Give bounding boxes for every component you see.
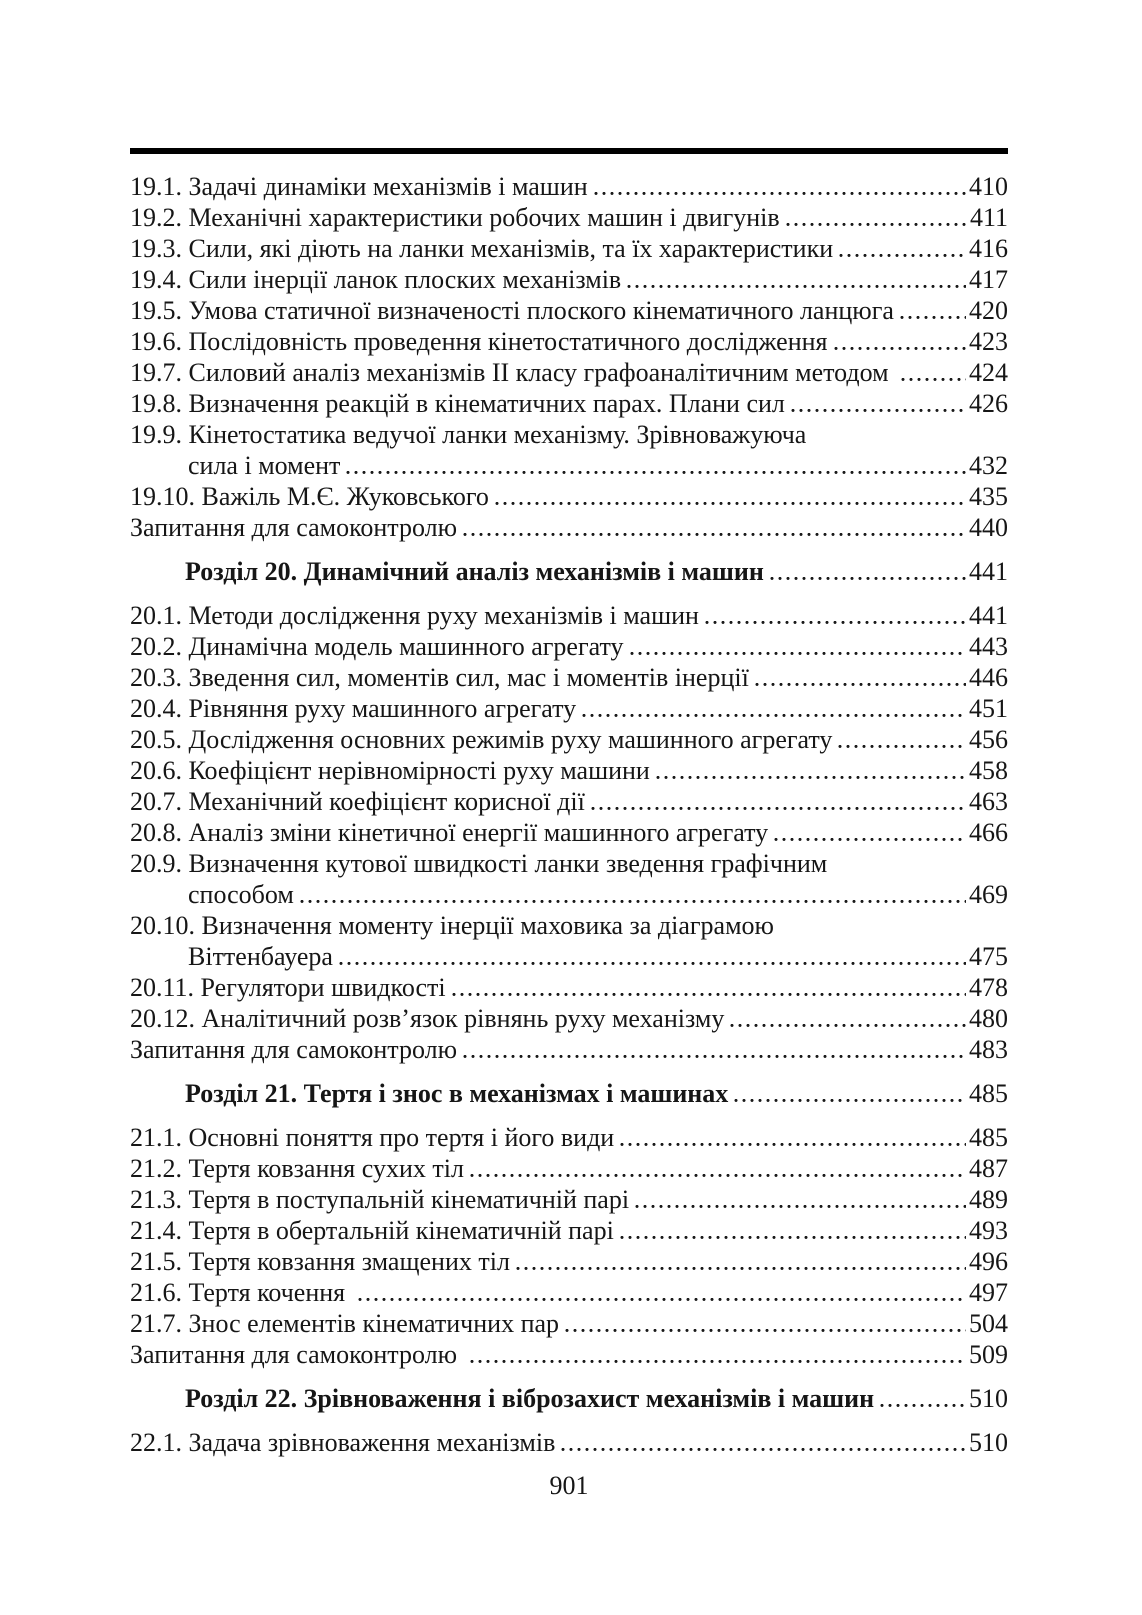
toc-page-number: 441 [969, 601, 1008, 630]
toc-entry-line [130, 848, 1008, 879]
leader-dots [774, 838, 966, 841]
leader-dots [463, 1055, 966, 1058]
leader-dots [591, 807, 966, 810]
toc-entry [130, 512, 1008, 543]
leader-dots [838, 745, 966, 748]
toc-page-number: 489 [969, 1185, 1008, 1214]
toc-entry [130, 1122, 1008, 1153]
toc-entry-text: 21.5. Тертя ковзання змащених тіл [130, 1247, 510, 1276]
toc-entry-line [130, 512, 1008, 543]
leader-dots [300, 900, 966, 903]
toc-entry-line [130, 233, 1008, 264]
toc-page-number: 497 [969, 1278, 1008, 1307]
leader-dots [594, 192, 966, 195]
toc-entry-text: 20.9. Визначення кутової швидкості ланки зведення графічним [130, 849, 828, 878]
toc-entry-text: 20.8. Аналіз зміни кінетичної енергії машинного агрегату [130, 818, 769, 847]
leader-dots [900, 316, 966, 319]
header-rule [130, 148, 1008, 154]
toc-page-number: 417 [969, 265, 1008, 294]
toc-entry-line [130, 1003, 1008, 1034]
toc-page-number: 469 [969, 880, 1008, 909]
toc-entry-text: Розділ 21. Тертя і знос в механізмах і машинах [185, 1079, 729, 1108]
toc-entry-line [130, 202, 1008, 233]
toc-entry [130, 326, 1008, 357]
toc-entry-line [130, 450, 1008, 481]
leader-dots [630, 652, 966, 655]
toc-entry-line [130, 662, 1008, 693]
toc-entry-text: 19.1. Задачі динаміки механізмів і машин [130, 172, 588, 201]
toc-page-number: 483 [969, 1035, 1008, 1064]
toc-entry [130, 357, 1008, 388]
toc-entry [130, 295, 1008, 326]
toc-entry-text: 20.5. Дослідження основних режимів руху машинного агрегату [130, 725, 833, 754]
leader-dots [730, 1024, 966, 1027]
toc-entry [130, 848, 1008, 910]
toc-entry-line [130, 171, 1008, 202]
toc-entry-text: 19.7. Силовий аналіз механізмів ІІ класу графоаналітичним методом [130, 358, 896, 387]
leader-dots [346, 471, 966, 474]
toc-page-number: 416 [969, 234, 1008, 263]
toc-entry-text: 20.3. Зведення сил, моментів сил, мас і моментів інерції [130, 663, 749, 692]
toc-entry-text: 19.10. Важіль М.Є. Жуковського [130, 482, 489, 511]
toc-page-number: 485 [969, 1079, 1008, 1108]
toc-entry-line [130, 388, 1008, 419]
toc-entry-line [130, 556, 1008, 587]
leader-dots [452, 993, 966, 996]
toc-page-number: 443 [969, 632, 1008, 661]
toc-entry-text: Запитання для самоконтролю [130, 1035, 458, 1064]
toc-entry-text: 21.2. Тертя ковзання сухих тіл [130, 1154, 464, 1183]
toc-page-number: 440 [969, 513, 1008, 542]
toc-page-number: 504 [969, 1309, 1008, 1338]
leader-dots [627, 285, 966, 288]
toc-entry [130, 419, 1008, 481]
toc-entry-text: Розділ 22. Зрівноваження і віброзахист механізмів і машин [185, 1384, 875, 1413]
toc-entry [130, 600, 1008, 631]
toc-page-number: 411 [969, 203, 1008, 232]
toc-entry-text: 19.9. Кінетостатика ведучої ланки механізму. Зрівноважуюча [130, 420, 807, 449]
toc-entry-text: 20.12. Аналітичний розв’язок рівнянь руху механізму [130, 1004, 725, 1033]
leader-dots [516, 1267, 966, 1270]
leader-dots [463, 533, 966, 536]
toc-entry-line [130, 264, 1008, 295]
footer-page-number: 901 [549, 1471, 589, 1500]
toc-entry [130, 817, 1008, 848]
toc-page-number: 493 [969, 1216, 1008, 1245]
toc-entry-text: 20.4. Рівняння руху машинного агрегату [130, 694, 577, 723]
toc-page-number: 485 [969, 1123, 1008, 1152]
toc-page-number: 456 [969, 725, 1008, 754]
toc-entry [130, 1277, 1008, 1308]
toc-entry-text: способом [188, 880, 294, 909]
toc-page-number: 441 [969, 557, 1008, 586]
toc-page-number: 480 [969, 1004, 1008, 1033]
toc-entry [130, 972, 1008, 1003]
leader-dots [620, 1236, 966, 1239]
leader-dots [656, 776, 966, 779]
toc-entry-line [130, 600, 1008, 631]
toc-entry-text: 20.11. Регулятори швидкості [130, 973, 446, 1002]
toc-entry-line [130, 326, 1008, 357]
toc-entry-text: 19.3. Сили, які діють на ланки механізмів, та їх характеристики [130, 234, 834, 263]
toc-entry-line [130, 1383, 1008, 1414]
toc-entry-line [130, 941, 1008, 972]
toc-entry-line [130, 1153, 1008, 1184]
toc-entry-text: 22.1. Задача зрівноваження механізмів [130, 1428, 556, 1457]
leader-dots [358, 1298, 966, 1301]
toc-page-number: 424 [969, 358, 1008, 387]
toc-page-number: 487 [969, 1154, 1008, 1183]
toc-entry-text: Запитання для самоконтролю [130, 1340, 464, 1369]
toc-entry [130, 1003, 1008, 1034]
toc-entry-text: Розділ 20. Динамічний аналіз механізмів і машин [185, 557, 764, 586]
toc-entry-line [130, 295, 1008, 326]
leader-dots [770, 577, 966, 580]
toc-list [130, 171, 1008, 1458]
leader-dots [839, 254, 966, 257]
toc-entry-line [130, 1339, 1008, 1370]
toc-page-number: 446 [969, 663, 1008, 692]
toc-entry-line [130, 481, 1008, 512]
leader-dots [565, 1329, 966, 1332]
toc-entry-line [130, 1078, 1008, 1109]
leader-dots [834, 347, 967, 350]
toc-entry-line [130, 724, 1008, 755]
toc-entry-text: 21.6. Тертя кочення [130, 1278, 352, 1307]
toc-entry-text: 20.1. Методи дослідження руху механізмів і машин [130, 601, 699, 630]
toc-entry-line [130, 693, 1008, 724]
toc-entry [130, 910, 1008, 972]
toc-entry [130, 388, 1008, 419]
leader-dots [791, 409, 966, 412]
toc-entry-text: 20.2. Динамічна модель машинного агрегату [130, 632, 624, 661]
toc-entry-line [130, 1308, 1008, 1339]
leader-dots [901, 378, 966, 381]
toc-page-number: 410 [969, 172, 1008, 201]
toc-entry-text: 19.2. Механічні характеристики робочих машин і двигунів [130, 203, 780, 232]
toc-entry-text: 19.5. Умова статичної визначеності плоского кінематичного ланцюга [130, 296, 894, 325]
toc-page-number: 510 [969, 1384, 1008, 1413]
toc-entry-text: 21.1. Основні поняття про тертя і його види [130, 1123, 615, 1152]
leader-dots [755, 683, 966, 686]
toc-entry-text: 19.6. Послідовність проведення кінетостатичного дослідження [130, 327, 828, 356]
toc-entry-text: 19.8. Визначення реакцій в кінематичних парах. Плани сил [130, 389, 785, 418]
leader-dots [561, 1448, 966, 1451]
toc-entry-line [130, 1427, 1008, 1458]
leader-dots [582, 714, 966, 717]
toc-entry-text: 19.4. Сили інерції ланок плоских механізмів [130, 265, 622, 294]
toc-chapter-heading [130, 556, 1008, 587]
toc-entry-line [130, 1215, 1008, 1246]
toc-entry-text: 20.10. Визначення моменту інерції маховика за діаграмою [130, 911, 774, 940]
toc-entry [130, 1215, 1008, 1246]
toc-entry [130, 1034, 1008, 1065]
toc-chapter-heading [130, 1383, 1008, 1414]
toc-entry-text: сила і момент [188, 451, 341, 480]
toc-page-number: 420 [969, 296, 1008, 325]
toc-entry [130, 171, 1008, 202]
toc-entry-line [130, 1277, 1008, 1308]
toc-entry [130, 662, 1008, 693]
toc-page-number: 432 [969, 451, 1008, 480]
toc-entry [130, 264, 1008, 295]
leader-dots [620, 1143, 966, 1146]
toc-entry [130, 1339, 1008, 1370]
toc-entry-text: 21.4. Тертя в обертальній кінематичній парі [130, 1216, 614, 1245]
toc-entry [130, 786, 1008, 817]
toc-page-number: 466 [969, 818, 1008, 847]
toc-entry-line [130, 419, 1008, 450]
toc-entry [130, 233, 1008, 264]
toc-entry-text: 21.7. Знос елементів кінематичних пар [130, 1309, 560, 1338]
leader-dots [705, 621, 966, 624]
leader-dots [880, 1404, 966, 1407]
toc-entry [130, 755, 1008, 786]
toc-page-number: 475 [969, 942, 1008, 971]
toc-entry-line [130, 1246, 1008, 1277]
toc-entry-line [130, 879, 1008, 910]
toc-entry-line [130, 1034, 1008, 1065]
toc-entry-line [130, 786, 1008, 817]
toc-page-number: 478 [969, 973, 1008, 1002]
toc-entry-line [130, 910, 1008, 941]
toc-page-number: 463 [969, 787, 1008, 816]
leader-dots [339, 962, 966, 965]
toc-entry-text: Віттенбауера [188, 942, 333, 971]
leader-dots [470, 1360, 966, 1363]
toc-entry-line [130, 755, 1008, 786]
toc-chapter-heading [130, 1078, 1008, 1109]
toc-page-number: 458 [969, 756, 1008, 785]
toc-entry-line [130, 1122, 1008, 1153]
toc-entry [130, 724, 1008, 755]
toc-entry [130, 693, 1008, 724]
leader-dots [635, 1205, 966, 1208]
toc-entry-line [130, 357, 1008, 388]
toc-entry [130, 202, 1008, 233]
leader-dots [470, 1174, 966, 1177]
leader-dots [786, 223, 967, 226]
toc-entry-text: 21.3. Тертя в поступальній кінематичній парі [130, 1185, 630, 1214]
toc-entry [130, 631, 1008, 662]
toc-page-number: 510 [969, 1428, 1008, 1457]
toc-page-number: 496 [969, 1247, 1008, 1276]
toc-entry [130, 1184, 1008, 1215]
toc-page-number: 435 [969, 482, 1008, 511]
toc-entry [130, 1427, 1008, 1458]
toc-page-number: 451 [969, 694, 1008, 723]
toc-entry-line [130, 817, 1008, 848]
toc-entry-text: Запитання для самоконтролю [130, 513, 458, 542]
toc-entry [130, 1153, 1008, 1184]
toc-entry-line [130, 631, 1008, 662]
toc-entry [130, 1308, 1008, 1339]
toc-entry-text: 20.7. Механічний коефіцієнт корисної дії [130, 787, 585, 816]
toc-entry-text: 20.6. Коефіцієнт нерівномірності руху машини [130, 756, 650, 785]
leader-dots [734, 1099, 966, 1102]
toc-entry-line [130, 972, 1008, 1003]
toc-page-number: 426 [969, 389, 1008, 418]
toc-page-number: 423 [969, 327, 1008, 356]
toc-page-number: 509 [969, 1340, 1008, 1369]
leader-dots [495, 502, 966, 505]
toc-entry-line [130, 1184, 1008, 1215]
toc-entry [130, 1246, 1008, 1277]
toc-entry [130, 481, 1008, 512]
